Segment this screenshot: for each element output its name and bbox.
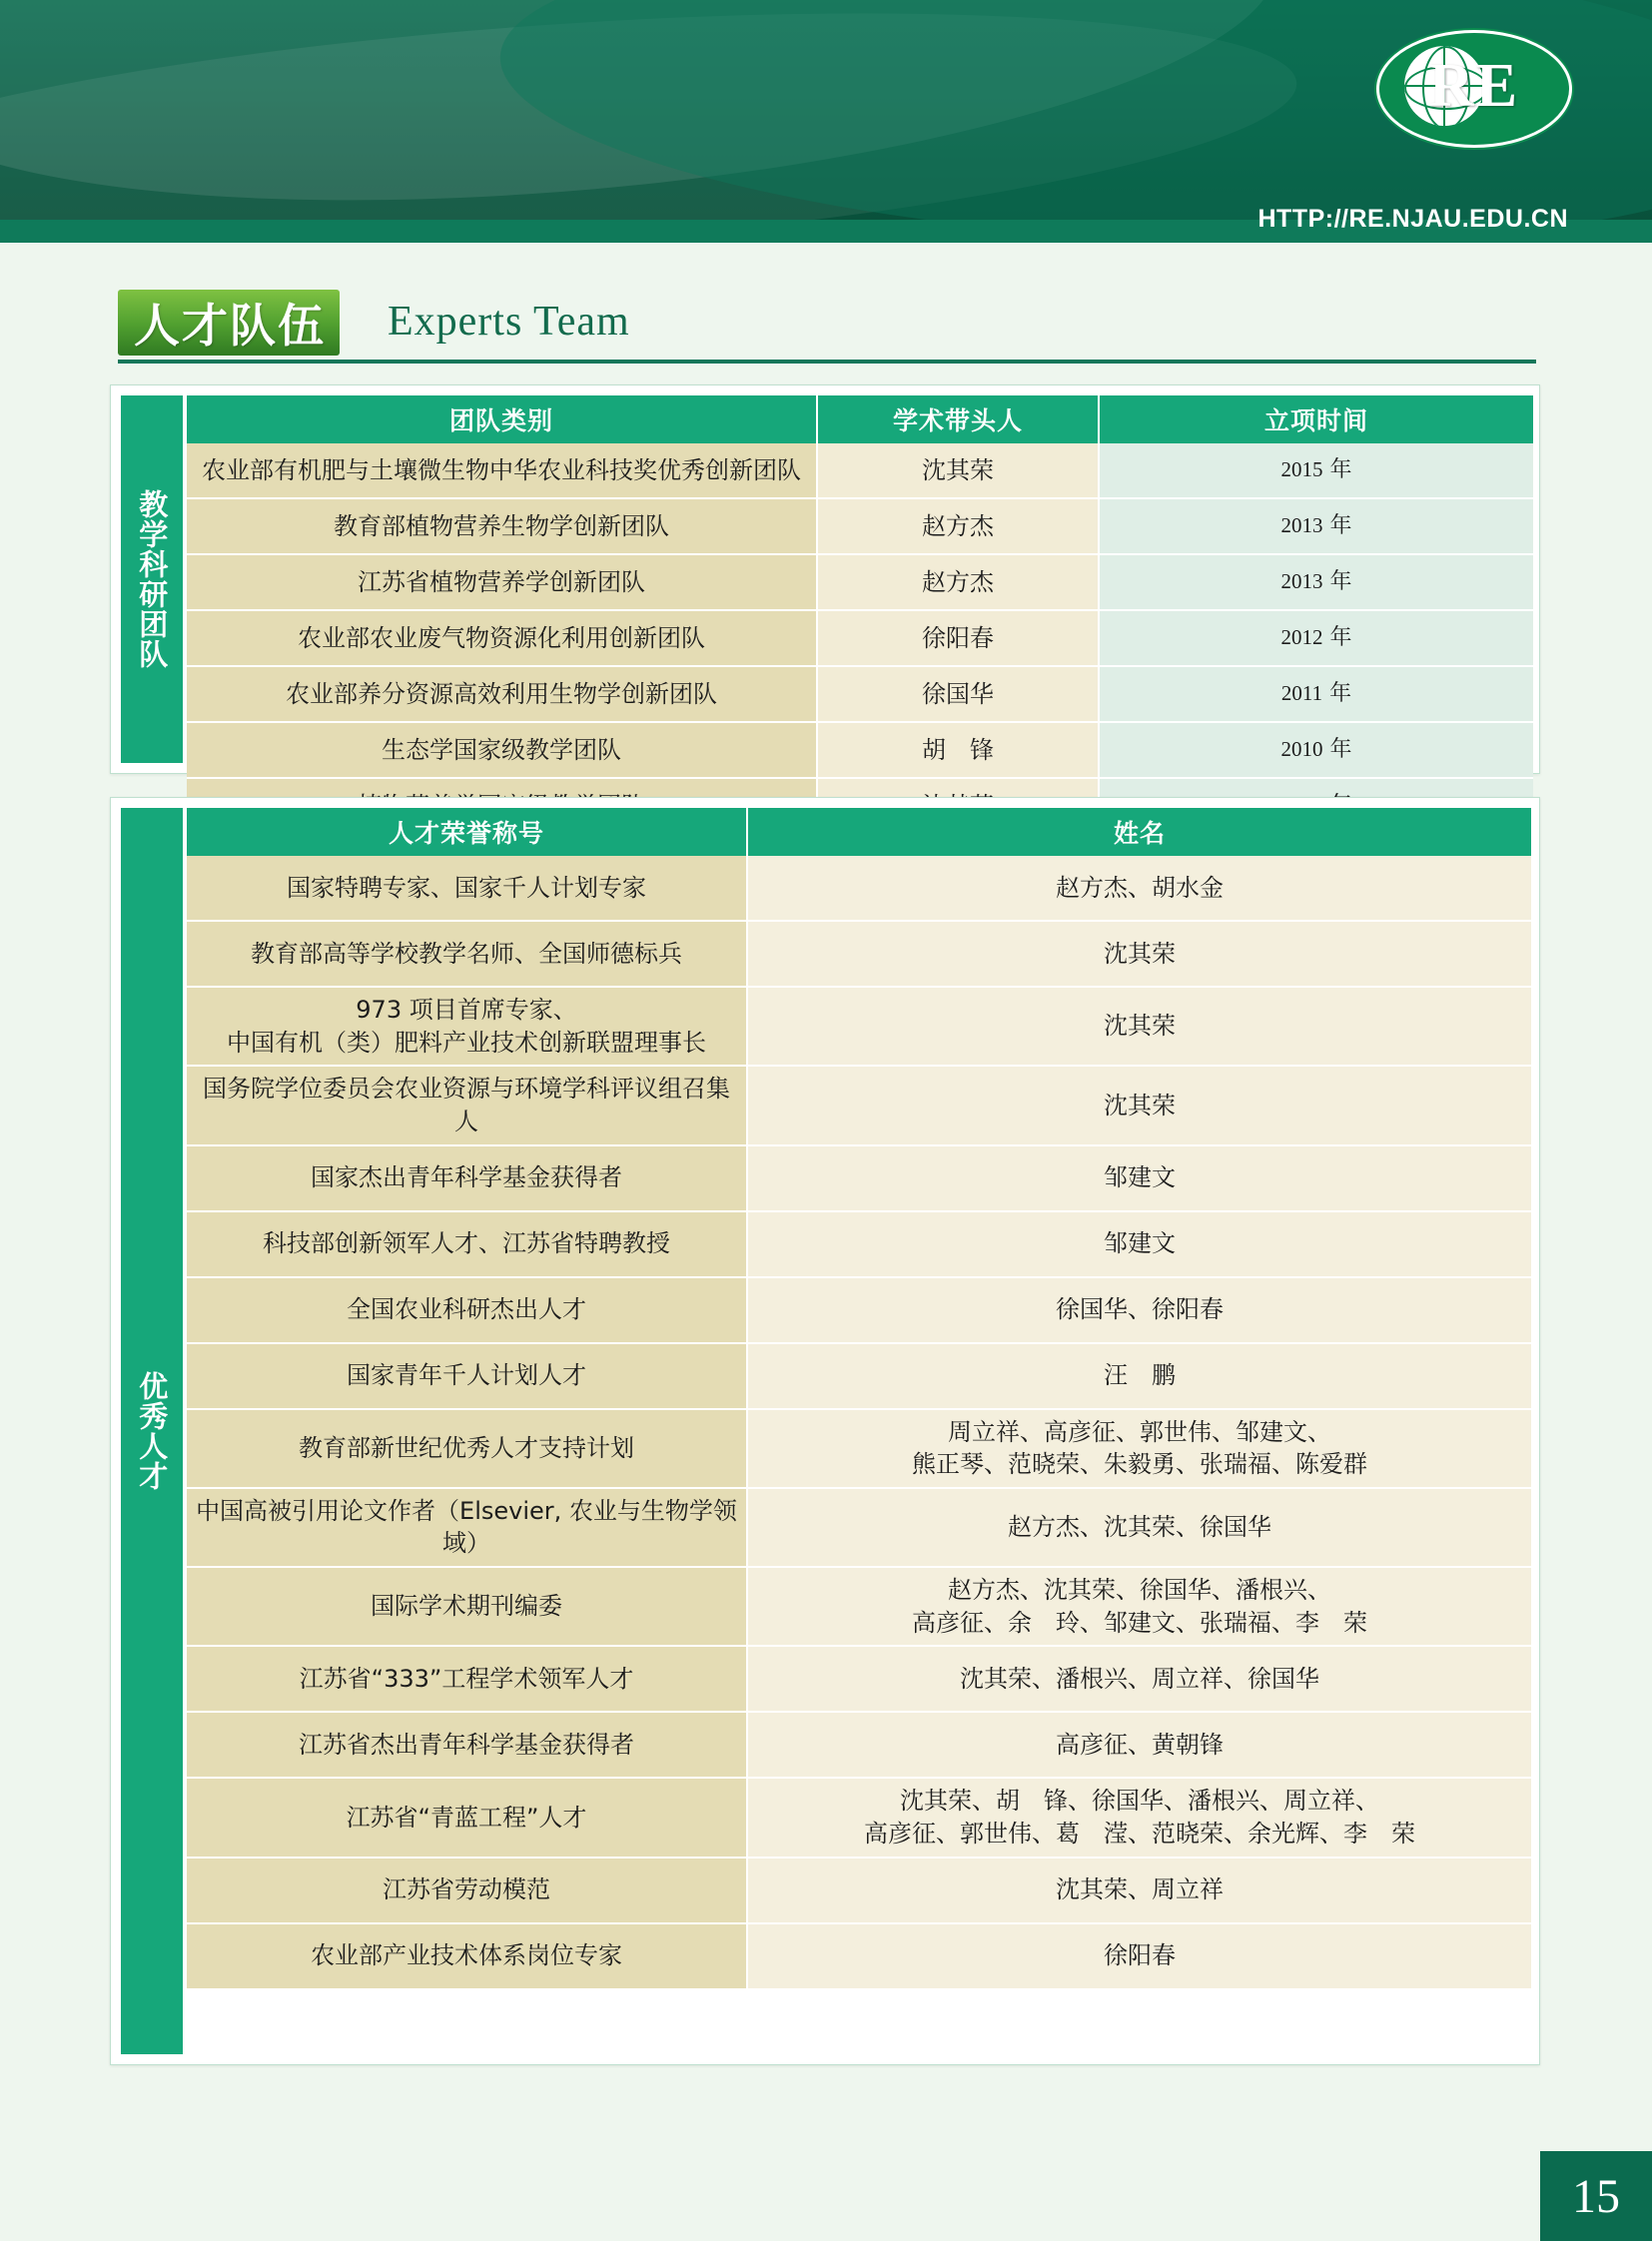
team-year: 2013 年 (1100, 555, 1533, 611)
honor-title: 国家杰出青年科学基金获得者 (187, 1146, 748, 1212)
team-year: 2011 年 (1100, 667, 1533, 723)
honor-title: 教育部高等学校教学名师、全国师德标兵 (187, 922, 748, 988)
team-leader: 赵方杰 (818, 555, 1100, 611)
honor-title: 教育部新世纪优秀人才支持计划 (187, 1410, 748, 1489)
team-leader: 胡 锋 (818, 723, 1100, 779)
team-leader: 徐国华 (818, 667, 1100, 723)
honor-names: 高彦征、黄朝锋 (748, 1713, 1531, 1779)
table-row (187, 1067, 1531, 1145)
honor-names: 赵方杰、胡水金 (748, 856, 1531, 922)
honor-names: 沈其荣 (748, 1067, 1531, 1145)
team-year: 2010 年 (1100, 723, 1533, 779)
honor-names: 沈其荣 (748, 922, 1531, 988)
honor-names: 沈其荣、潘根兴、周立祥、徐国华 (748, 1647, 1531, 1713)
teams-col-leader: 学术带头人 (818, 395, 1100, 443)
table-row (187, 1647, 1531, 1713)
page-number: 15 (1540, 2151, 1652, 2241)
honor-names: 周立祥、高彦征、郭世伟、邹建文、 熊正琴、范晓荣、朱毅勇、张瑞福、陈爱群 (748, 1410, 1531, 1489)
footer-strip (0, 2151, 1652, 2241)
team-year: 2015 年 (1100, 443, 1533, 499)
table-row (187, 667, 1533, 723)
table-row (187, 1713, 1531, 1779)
honor-title: 农业部产业技术体系岗位专家 (187, 1924, 748, 1988)
page-title-cn-box (118, 290, 340, 356)
team-category: 江苏省植物营养学创新团队 (187, 555, 818, 611)
table-row (187, 1924, 1531, 1988)
teams-table-header-row (187, 395, 1533, 443)
table-row (187, 1278, 1531, 1344)
teams-col-year: 立项时间 (1100, 395, 1533, 443)
table-row (187, 1568, 1531, 1647)
honor-names: 徐国华、徐阳春 (748, 1278, 1531, 1344)
honor-names: 沈其荣、胡 锋、徐国华、潘根兴、周立祥、 高彦征、郭世伟、葛 滢、范晓荣、余光辉、李 荣 (748, 1779, 1531, 1858)
team-category: 生态学国家级教学团队 (187, 723, 818, 779)
table-row (187, 988, 1531, 1067)
honor-title: 国务院学位委员会农业资源与环境学科评议组召集人 (187, 1067, 748, 1145)
honor-title: 国家青年千人计划人才 (187, 1344, 748, 1410)
teams-side-label: 教学科研团队 (121, 395, 183, 763)
table-row (187, 856, 1531, 922)
team-category: 农业部有机肥与土壤微生物中华农业科技奖优秀创新团队 (187, 443, 818, 499)
honor-title: 江苏省杰出青年科学基金获得者 (187, 1713, 748, 1779)
honor-names: 邹建文 (748, 1146, 1531, 1212)
table-row (187, 1489, 1531, 1568)
team-year: 2013 年 (1100, 499, 1533, 555)
honor-title: 973 项目首席专家、 中国有机（类）肥料产业技术创新联盟理事长 (187, 988, 748, 1067)
honor-title: 中国高被引用论文作者（Elsevier, 农业与生物学领域） (187, 1489, 748, 1568)
table-row (187, 1779, 1531, 1858)
page-title (118, 290, 1536, 364)
honor-title: 江苏省劳动模范 (187, 1859, 748, 1924)
experts-col-names: 姓名 (748, 808, 1531, 856)
page-title-cn: 人才队伍 (134, 299, 326, 353)
experts-table-header-row (187, 808, 1531, 856)
table-row (187, 1212, 1531, 1278)
honor-names: 赵方杰、沈其荣、徐国华 (748, 1489, 1531, 1568)
team-category: 教育部植物营养生物学创新团队 (187, 499, 818, 555)
title-underline (118, 360, 1536, 364)
honor-names: 汪 鹏 (748, 1344, 1531, 1410)
teams-col-category: 团队类别 (187, 395, 818, 443)
experts-table (187, 808, 1531, 1988)
table-row (187, 443, 1533, 499)
team-leader: 赵方杰 (818, 499, 1100, 555)
table-row (187, 1410, 1531, 1489)
honor-names: 沈其荣、周立祥 (748, 1859, 1531, 1924)
honor-names: 邹建文 (748, 1212, 1531, 1278)
honor-names: 徐阳春 (748, 1924, 1531, 1988)
team-leader: 沈其荣 (818, 443, 1100, 499)
team-category: 农业部养分资源高效利用生物学创新团队 (187, 667, 818, 723)
experts-col-honor: 人才荣誉称号 (187, 808, 748, 856)
logo-letters: RE (1428, 52, 1520, 120)
table-row (187, 611, 1533, 667)
team-year: 2012 年 (1100, 611, 1533, 667)
honor-title: 江苏省“青蓝工程”人才 (187, 1779, 748, 1858)
honor-title: 国家特聘专家、国家千人计划专家 (187, 856, 748, 922)
team-category: 农业部农业废气物资源化利用创新团队 (187, 611, 818, 667)
page-header (0, 0, 1652, 243)
table-row (187, 555, 1533, 611)
table-row (187, 499, 1533, 555)
header-website-url: HTTP://RE.NJAU.EDU.CN (1257, 205, 1568, 233)
table-row (187, 1146, 1531, 1212)
page-title-en: Experts Team (388, 299, 630, 345)
table-row (187, 1344, 1531, 1410)
honor-title: 国际学术期刊编委 (187, 1568, 748, 1647)
page-body (0, 243, 1652, 2241)
team-leader: 徐阳春 (818, 611, 1100, 667)
outstanding-talents-panel (110, 797, 1540, 2065)
table-row (187, 723, 1533, 779)
journal-logo (1376, 30, 1566, 142)
honor-names: 沈其荣 (748, 988, 1531, 1067)
honor-title: 江苏省“333”工程学术领军人才 (187, 1647, 748, 1713)
honor-names: 赵方杰、沈其荣、徐国华、潘根兴、 高彦征、余 玲、邹建文、张瑞福、李 荣 (748, 1568, 1531, 1647)
experts-side-label: 优秀人才 (121, 808, 183, 2054)
teaching-research-teams-panel (110, 384, 1540, 774)
table-row (187, 1859, 1531, 1924)
honor-title: 全国农业科研杰出人才 (187, 1278, 748, 1344)
table-row (187, 922, 1531, 988)
honor-title: 科技部创新领军人才、江苏省特聘教授 (187, 1212, 748, 1278)
